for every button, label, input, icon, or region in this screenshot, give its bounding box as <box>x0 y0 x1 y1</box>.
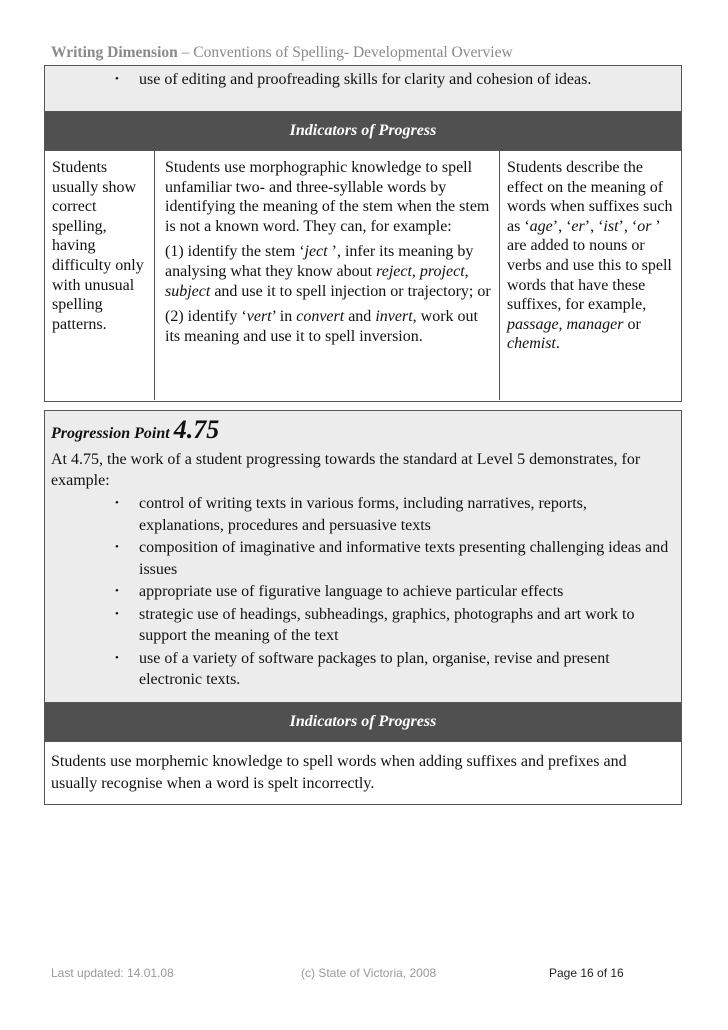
progression-point-description <box>45 411 681 703</box>
indicator-column-1: Students usually show correct spelling, having difficulty only with unusual spelling patterns. <box>45 151 155 400</box>
header-subtitle: – Conventions of Spelling- Developmental Overview <box>177 44 513 61</box>
bullet-icon: • <box>115 73 119 85</box>
indicator-column-3: Students describe the effect on the meaning of words when suffixes such as ‘age’, ‘er’, ‘ist’, ‘or ’ are added to nouns or verbs and use this to spell words that have these suffixes, for example, passage, manager or chemist. <box>507 159 673 353</box>
indicator-intro: Students use morphographic knowledge to spell unfamiliar two- and three-syllable words by identifying the meaning of the stem when the stem is not a known word. They can, for example: <box>165 159 490 235</box>
footer-updated: Last updated: 14.01.08 <box>51 966 174 980</box>
indicator-columns <box>45 151 681 400</box>
list-item: • use of editing and proofreading skills for clarity and cohesion of ideas. <box>45 69 681 91</box>
indicator-text: Students use morphemic knowledge to spell words when adding suffixes and prefixes and usually recognise when a word is spelt incorrectly. <box>51 753 627 792</box>
indicators-heading: Indicators of Progress <box>45 112 681 151</box>
list-item: • control of writing texts in various forms, including narratives, reports, explanations, procedures and persuasive texts <box>115 495 587 534</box>
progression-bullets <box>51 493 675 691</box>
list-item: • use of a variety of software packages to plan, organise, revise and present electronic texts. <box>115 649 610 688</box>
footer-copyright: (c) State of Victoria, 2008 <box>301 966 437 980</box>
indicator-column-2 <box>155 151 500 400</box>
spelling-indicators-table <box>44 65 682 402</box>
progression-point-number: 4.75 <box>173 415 220 444</box>
bullet-icon: • <box>115 651 119 664</box>
indicator-example-2: (2) identify ‘vert’ in convert and invert, work out its meaning and use it to spell inversion. <box>165 308 478 345</box>
bullet-icon: • <box>115 585 119 597</box>
list-item: • strategic use of headings, subheadings, graphics, photographs and art work to support the meaning of the text <box>115 605 635 644</box>
progression-point-title: Progression Point 4.75 <box>51 415 220 444</box>
progression-point-box <box>44 410 682 805</box>
page-header <box>51 44 513 62</box>
list-item: • composition of imaginative and informative texts presenting challenging ideas and issues <box>115 539 669 578</box>
footer-page-number: Page 16 of 16 <box>549 966 624 980</box>
progression-point-tail <box>45 66 681 112</box>
indicator-example-1: (1) identify the stem ‘ject ’, infer its meaning by analysing what they know about reject, project, subject and use it to spell injection or trajectory; or <box>165 243 491 300</box>
bullet-icon: • <box>115 497 119 509</box>
list-item: • appropriate use of figurative language to achieve particular effects <box>51 581 675 603</box>
bullet-icon: • <box>115 607 119 620</box>
indicators-heading: Indicators of Progress <box>45 703 681 742</box>
header-dimension: Writing Dimension <box>51 44 178 61</box>
bullet-icon: • <box>115 541 119 553</box>
progression-intro: At 4.75, the work of a student progressing towards the standard at Level 5 demonstrates, for example: <box>51 451 641 489</box>
